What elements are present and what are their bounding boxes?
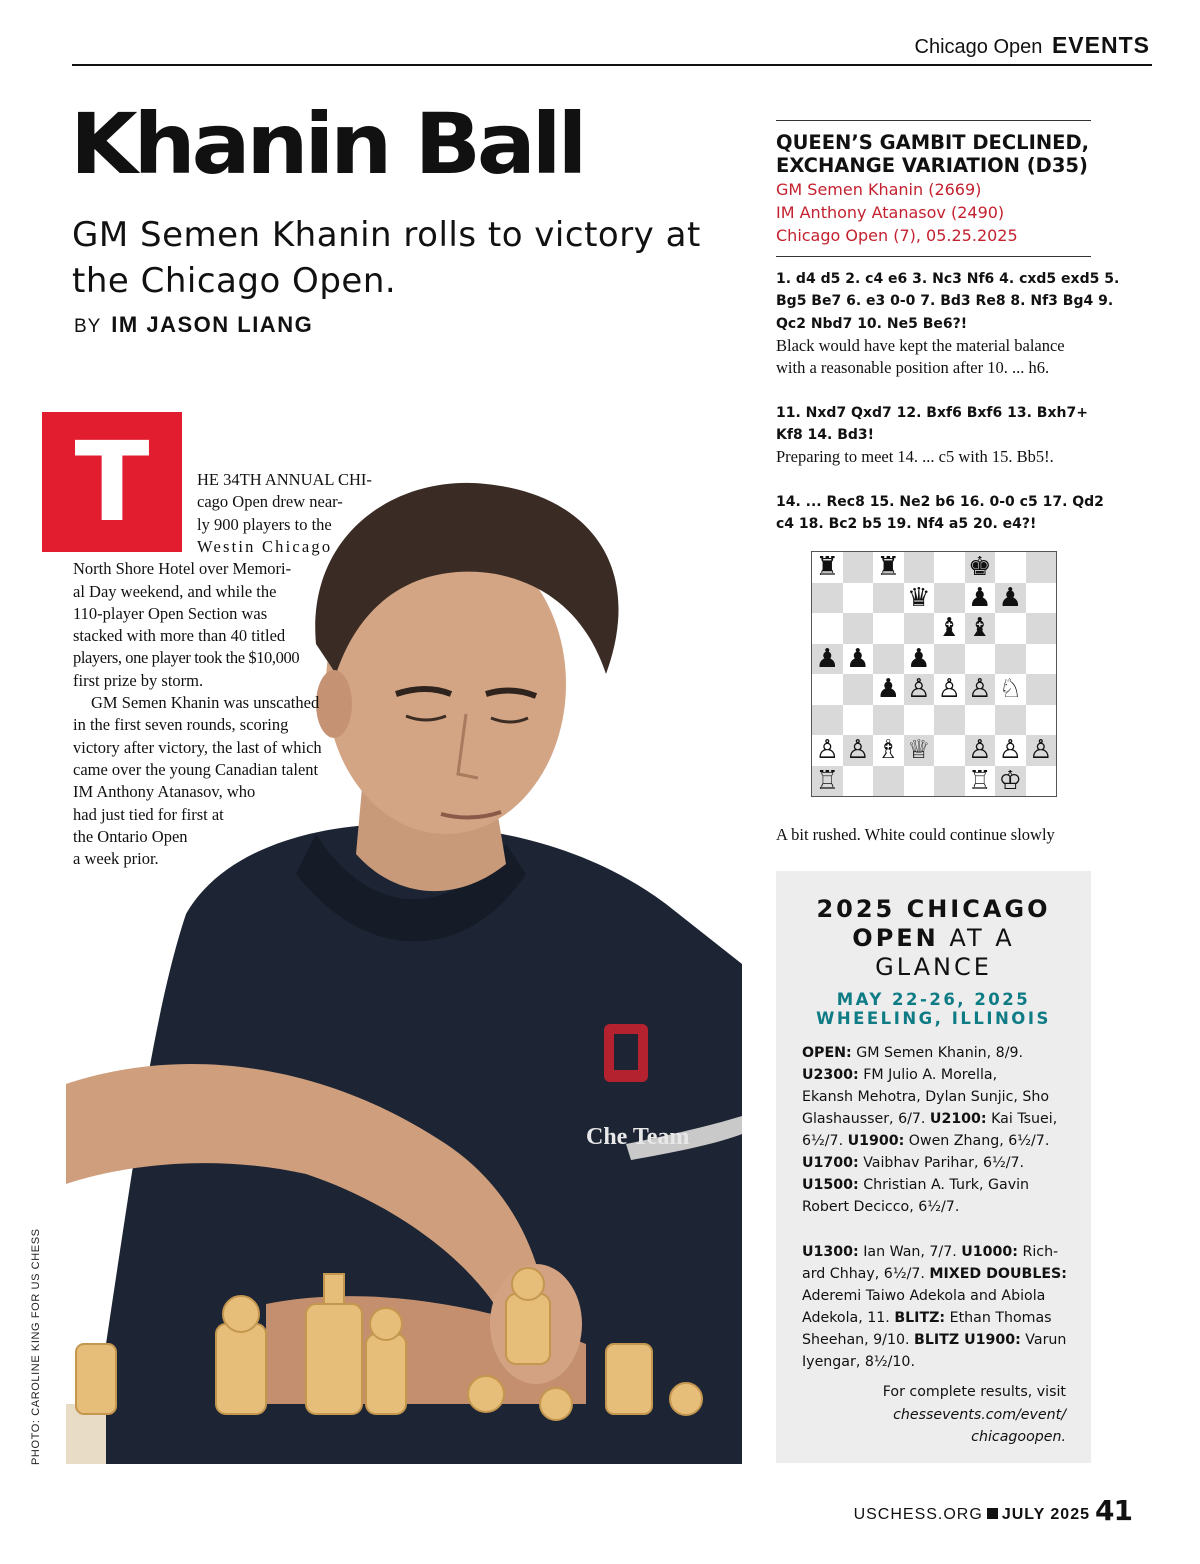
game-top-rule [776,120,1091,121]
board-square [812,674,843,705]
result-text: 6½/7. [802,1133,848,1149]
body-line: in the first seven rounds, scoring [73,715,289,735]
result-line [802,1307,1067,1329]
board-square [934,766,965,797]
result-text: Ethan Thomas [945,1310,1052,1326]
board-square [812,705,843,736]
board-square [904,613,935,644]
board-piece: ♘ [995,674,1026,705]
result-category: BLITZ U1900: [914,1332,1021,1348]
result-category: U1500: [802,1177,859,1193]
result-line [802,1086,1057,1108]
board-square [1026,644,1057,675]
glance-link-url-1[interactable]: chessevents.com/event/ [893,1406,1066,1423]
result-text: Ian Wan, 7/7. [858,1244,962,1260]
board-square [1026,613,1057,644]
board-piece: ♚ [965,552,996,583]
board-square [843,705,874,736]
result-category: MIXED DOUBLES: [929,1266,1067,1282]
game-moves-2 [776,402,1088,447]
glance-results-2 [802,1241,1067,1373]
board-square [995,705,1026,736]
glance-results-link [883,1381,1066,1449]
result-text: Ekansh Mehotra, Dylan Sunjic, Sho [802,1089,1050,1105]
header-rule [72,64,1152,66]
board-square [934,705,965,736]
photo-credit: PHOTO: CAROLINE KING FOR US CHESS [30,1228,42,1465]
body-line: North Shore Hotel over Memori- [73,559,292,579]
result-text: Owen Zhang, 6½/7. [904,1133,1050,1149]
result-text: ard Chhay, 6½/7. [802,1266,930,1282]
board-square [934,583,965,614]
note-line: with a reasonable position after 10. ... h6. [776,358,1050,378]
board-piece: ♜ [873,552,904,583]
board-piece: ♙ [965,735,996,766]
move-line: 11. Nxd7 Qxd7 12. Bxf6 Bxf6 13. Bxh7+ [776,405,1088,421]
result-line [802,1196,1057,1218]
board-piece: ♗ [873,735,904,766]
move-line: 14. ... Rec8 15. Ne2 b6 16. 0-0 c5 17. Qd2 [776,494,1104,510]
result-text: Vaibhav Parihar, 6½/7. [858,1155,1025,1171]
game-note-2 [776,446,1054,468]
result-line [802,1152,1057,1174]
board-square [904,766,935,797]
game-white-player: GM Semen Khanin (2669) [776,180,982,199]
result-text: Kai Tsuei, [986,1111,1058,1127]
result-category: U1000: [961,1244,1018,1260]
game-title [776,131,1089,177]
result-line [802,1351,1067,1373]
result-category: U1900: [847,1133,905,1149]
board-square [812,613,843,644]
glance-results-1 [802,1042,1057,1218]
result-text: Rich- [1017,1244,1059,1260]
body-line: HE 34TH ANNUAL CHI- [197,470,372,489]
result-text: Aderemi Taiwo Adekola and Abiola [802,1288,1046,1304]
board-square [904,705,935,736]
game-meta [776,178,1018,247]
body-line: GM Semen Khanin was unscathed [91,693,320,712]
board-piece: ♔ [995,766,1026,797]
glance-date: MAY 22-26, 2025 [836,990,1031,1009]
section-prefix: Chicago Open [914,36,1043,58]
game-note-1 [776,335,1065,380]
board-square [843,552,874,583]
board-piece: ♙ [934,674,965,705]
glance-title-line3: GLANCE [875,953,992,981]
board-piece: ♖ [812,766,843,797]
board-square [873,705,904,736]
board-piece: ♙ [843,735,874,766]
result-line [802,1285,1067,1307]
at-a-glance-box [776,871,1091,1463]
body-line: Westin Chicago [197,536,333,556]
svg-text:Che Team: Che Team [586,1124,690,1150]
glance-location: WHEELING, ILLINOIS [816,1009,1051,1028]
body-line: victory after victory, the last of which [73,737,322,757]
board-square [934,735,965,766]
result-line [802,1329,1067,1351]
game-event: Chicago Open (7), 05.25.2025 [776,226,1018,245]
result-category: U1700: [802,1155,859,1171]
game-moves-3 [776,491,1104,536]
byline-author: IM JASON LIANG [111,312,314,337]
result-line [802,1108,1057,1130]
board-piece: ♖ [965,766,996,797]
board-square [1026,705,1057,736]
board-square [812,583,843,614]
move-line: c4 18. Bc2 b5 19. Nf4 a5 20. e4?! [776,516,1037,533]
byline [74,312,313,338]
move-line: 1. d4 d5 2. c4 e6 3. Nc3 Nf6 4. cxd5 exd5 5. [776,271,1120,287]
board-piece: ♟ [965,583,996,614]
result-text: GM Semen Khanin, 8/9. [851,1045,1024,1061]
note-line: Black would have kept the material balance [776,336,1065,355]
body-line: IM Anthony Atanasov, who [73,782,256,802]
board-square [934,644,965,675]
section-name: EVENTS [1051,32,1150,58]
page-number: 41 [1095,1494,1132,1527]
board-piece: ♟ [995,583,1026,614]
result-text: Adekola, 11. [802,1310,895,1326]
glance-title-at-a: AT A [949,924,1015,952]
board-square [904,552,935,583]
board-piece: ♝ [934,613,965,644]
board-square [1026,583,1057,614]
board-piece: ♟ [812,644,843,675]
result-line [802,1130,1057,1152]
board-square [965,705,996,736]
move-line: Bg5 Be7 6. e3 0-0 7. Bd3 Re8 8. Nf3 Bg4 9. [776,293,1114,310]
footer-site: USCHESS.ORG [853,1506,983,1523]
board-square [843,674,874,705]
body-line: cago Open drew near- [197,492,343,512]
board-piece: ♜ [812,552,843,583]
result-line [802,1263,1067,1285]
glance-link-lead: For complete results, visit [882,1384,1066,1400]
game-note-3: A bit rushed. White could continue slowly [776,825,1055,844]
glance-title-line1 [776,895,1091,924]
body-line: had just tied for first at [73,804,224,824]
result-text: FM Julio A. Morella, [858,1067,998,1083]
board-square [873,766,904,797]
running-head [915,32,1150,59]
result-category: BLITZ: [894,1310,946,1326]
folio-line [854,1506,1090,1524]
board-square [1026,674,1057,705]
result-text: Robert Decicco, 6½/7. [802,1199,960,1215]
board-square [873,613,904,644]
game-moves-1 [776,268,1119,335]
result-category: U2300: [802,1067,859,1083]
result-line [802,1174,1057,1196]
result-text: Varun [1020,1332,1067,1348]
board-square [873,644,904,675]
body-line: al Day weekend, and while the [73,581,277,601]
body-line: stacked with more than 40 titled [73,626,286,646]
body-line: players, one player took the $10,000 [73,648,300,668]
board-square [995,552,1026,583]
square-bullet-icon [987,1508,998,1519]
body-line: first prize by storm. [73,670,204,690]
board-piece: ♟ [904,644,935,675]
board-piece: ♙ [965,674,996,705]
game-black-player: IM Anthony Atanasov (2490) [776,203,1005,222]
board-square [843,766,874,797]
body-line: a week prior. [73,849,159,869]
board-square [843,583,874,614]
board-square [995,613,1026,644]
game-bottom-rule [776,256,1091,257]
article-title: Khanin Ball [70,95,584,193]
byline-prefix: BY [74,316,102,337]
footer-issue: JULY 2025 [1001,1506,1090,1523]
game-title-line: EXCHANGE VARIATION (D35) [776,154,1088,177]
board-piece: ♙ [904,674,935,705]
board-piece: ♛ [904,583,935,614]
result-line [802,1042,1057,1064]
body-line: came over the young Canadian talent [73,759,319,779]
board-square [1026,766,1057,797]
board-piece: ♕ [904,735,935,766]
result-text: Christian A. Turk, Gavin [858,1177,1030,1193]
result-line [802,1241,1067,1263]
board-piece: ♙ [812,735,843,766]
move-line: Kf8 14. Bd3! [776,427,875,444]
board-piece: ♝ [965,613,996,644]
article-body [73,469,393,889]
result-text: Sheehan, 9/10. [802,1332,915,1348]
board-piece: ♟ [873,674,904,705]
board-square [1026,552,1057,583]
result-text: Glashausser, 6/7. [802,1111,930,1127]
body-line: 110-player Open Section was [73,603,268,623]
result-text: Iyengar, 8½/10. [802,1354,915,1370]
body-line: the Ontario Open [73,826,188,846]
board-piece: ♟ [843,644,874,675]
board-square [843,613,874,644]
result-category: U1300: [802,1244,859,1260]
board-piece: ♙ [1026,735,1057,766]
result-category: U2100: [929,1111,987,1127]
glance-title-open: OPEN [852,924,939,952]
glance-title-year-city: 2025 CHICAGO [816,895,1051,923]
glance-link-url-2[interactable]: chicagoopen. [971,1429,1066,1445]
body-line: ly 900 players to the [197,514,332,534]
result-line [802,1064,1057,1086]
drop-cap: T [42,412,182,552]
board-square [873,583,904,614]
note-line: Preparing to meet 14. ... c5 with 15. Bb5!. [776,447,1054,466]
glance-title-line2 [776,924,1091,953]
board-square [995,644,1026,675]
move-line: Qc2 Nbd7 10. Ne5 Be6?! [776,315,968,332]
board-square [934,552,965,583]
article-deck: GM Semen Khanin rolls to victory at the Chicago Open. [72,215,701,301]
board-square [965,644,996,675]
game-title-line: QUEEN’S GAMBIT DECLINED, [776,131,1090,154]
result-category: OPEN: [802,1045,852,1061]
board-piece: ♙ [995,735,1026,766]
chess-board-diagram [811,551,1057,797]
